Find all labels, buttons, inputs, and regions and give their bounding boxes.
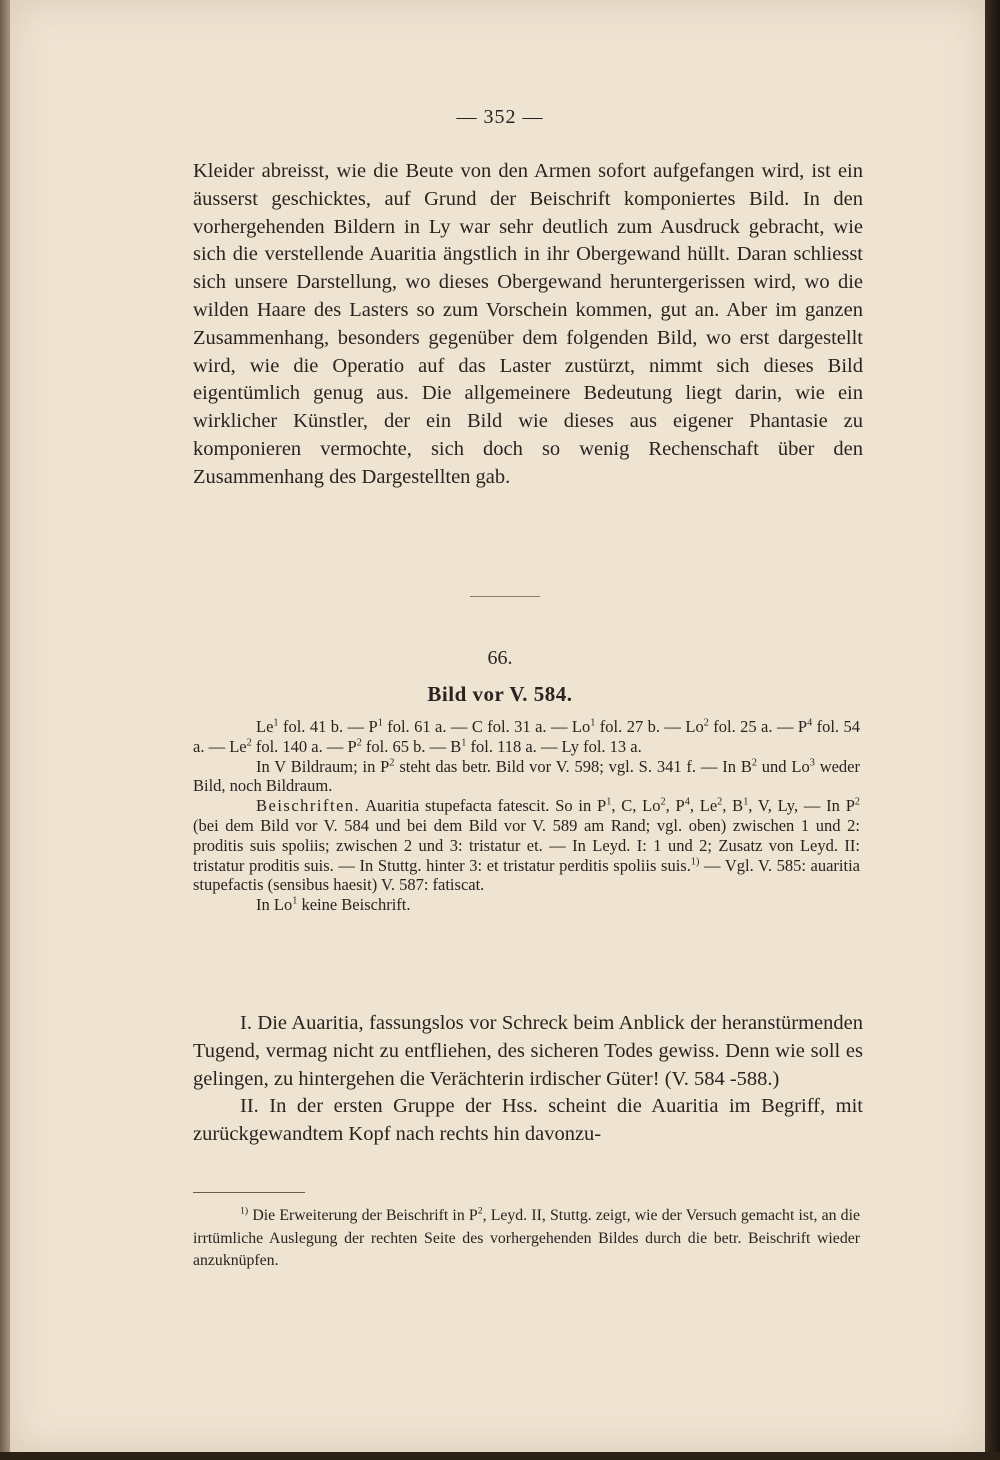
book-binding (0, 0, 10, 1460)
book-bottom-edge (0, 1452, 1000, 1460)
section-title: Bild vor V. 584. (427, 682, 573, 706)
section-part-II: II. In der ersten Gruppe der Hss. scheint die Auaritia im Begriff, mit zurückgewandtem Kopf nach rechts hin davonzu- (193, 1095, 863, 1146)
section-number: 66. (487, 647, 513, 669)
manuscript-sources: Le$^1$ fol. 41 b. — $P^1$ fol. 61 a. — C fol. 31 a. — Lo$^1$ fol. 27 b. — Lo$^2$ fol. 25 a. — $P^4$ fol. 54 a. — Le$^2$ fol. 140 a. — $P^2$ fol. 65 b. — $B^1$ fol. 118 a. — Ly fol. 13 a. (193, 717, 860, 756)
intro-paragraph: Kleider abreisst, wie die Beute von den Armen sofort aufgefangen wird, ist ein äusserst geschicktes, auf Grund der Beischrift komponiertes Bild. In den vorhergehenden Bildern in Ly war sehr deutlich zum Ausdruck gebracht, wie sich die verstellende Auaritia ängstlich in ihr Obergewand hüllt. Daran schliesst sich unsere Darstellung, wo dieses Obergewand heruntergerissen wird, wo die wilden Haare des Lasters so zum Vorschein kommen, gut an. Aber im ganzen Zusammenhang, besonders gegenüber dem folgenden Bild, wo erst dargestellt wird, wie die Operatio auf das Laster zustürzt, nimmt sich dieses Bild eigentümlich genug aus. Die allgemeinere Bedeutung liegt darin, wie ein wirklicher Künstler, der ein Bild wie dieses aus eigener Phantasie zu komponieren vermochte, sich doch so wenig Rechenschaft über den Zusammenhang des Dargestellten gab. (193, 160, 863, 488)
numbered-sections (193, 1010, 863, 1149)
section-part-I: I. Die Auaritia, fassungslos vor Schreck beim Anblick der heranstürmenden Tugend, vermag nicht zu entfliehen, des sicheren Todes gewiss. Denn wie soll es gelingen, zu hintergehen die Verächterin irdischer Güter! (V. 584 -588.) (193, 1012, 863, 1090)
page-number: — 352 — (456, 106, 544, 128)
manuscript-lo1-note: In Lo$^1$ keine Beischrift. (256, 895, 411, 915)
intro-paragraph-block (193, 158, 863, 492)
manuscript-notes (193, 717, 860, 915)
book-edge (985, 0, 1000, 1460)
footnote (193, 1205, 860, 1273)
footnote-text: $^{1)}$ Die Erweiterung der Beischrift in $P^2$, Leyd. II, Stuttg. zeigt, wie der Versuch gemacht ist, an die irrtümliche Auslegung der rechten Seite des vorhergehenden Bildes durch die betr. Beischrift wieder anzuknüpfen. (193, 1205, 860, 1269)
section-divider (470, 596, 540, 597)
manuscript-inscriptions: Beischriften. Auaritia stupefacta fatescit. So in $P^1$, C, Lo$^2$, $P^4$, Le$^2$, $B^1$, V, Ly, — In $P^2$ (bei dem Bild vor V. 584 und bei dem Bild vor V. 589 am Rand; vgl. oben) zwischen 1 und 2: proditis suis spoliis; zwischen 2 und 3: tristatur et. — In Leyd. I: 1 und 2; Zusatz von Leyd. II: tristatur proditis suis. — In Stuttg. hinter 3: et tristatur perditis spoliis suis.$^{1)}$ — Vgl. V. 585: auaritia stupefactis (sensibus haesit) V. 587: fatiscat. (193, 796, 861, 895)
footnote-divider (193, 1192, 305, 1193)
manuscript-location: In V Bildraum; in $P^2$ steht das betr. Bild vor V. 598; vgl. S. 341 f. — In $B^2$ und Lo$^3$ weder Bild, noch Bildraum. (193, 756, 860, 796)
